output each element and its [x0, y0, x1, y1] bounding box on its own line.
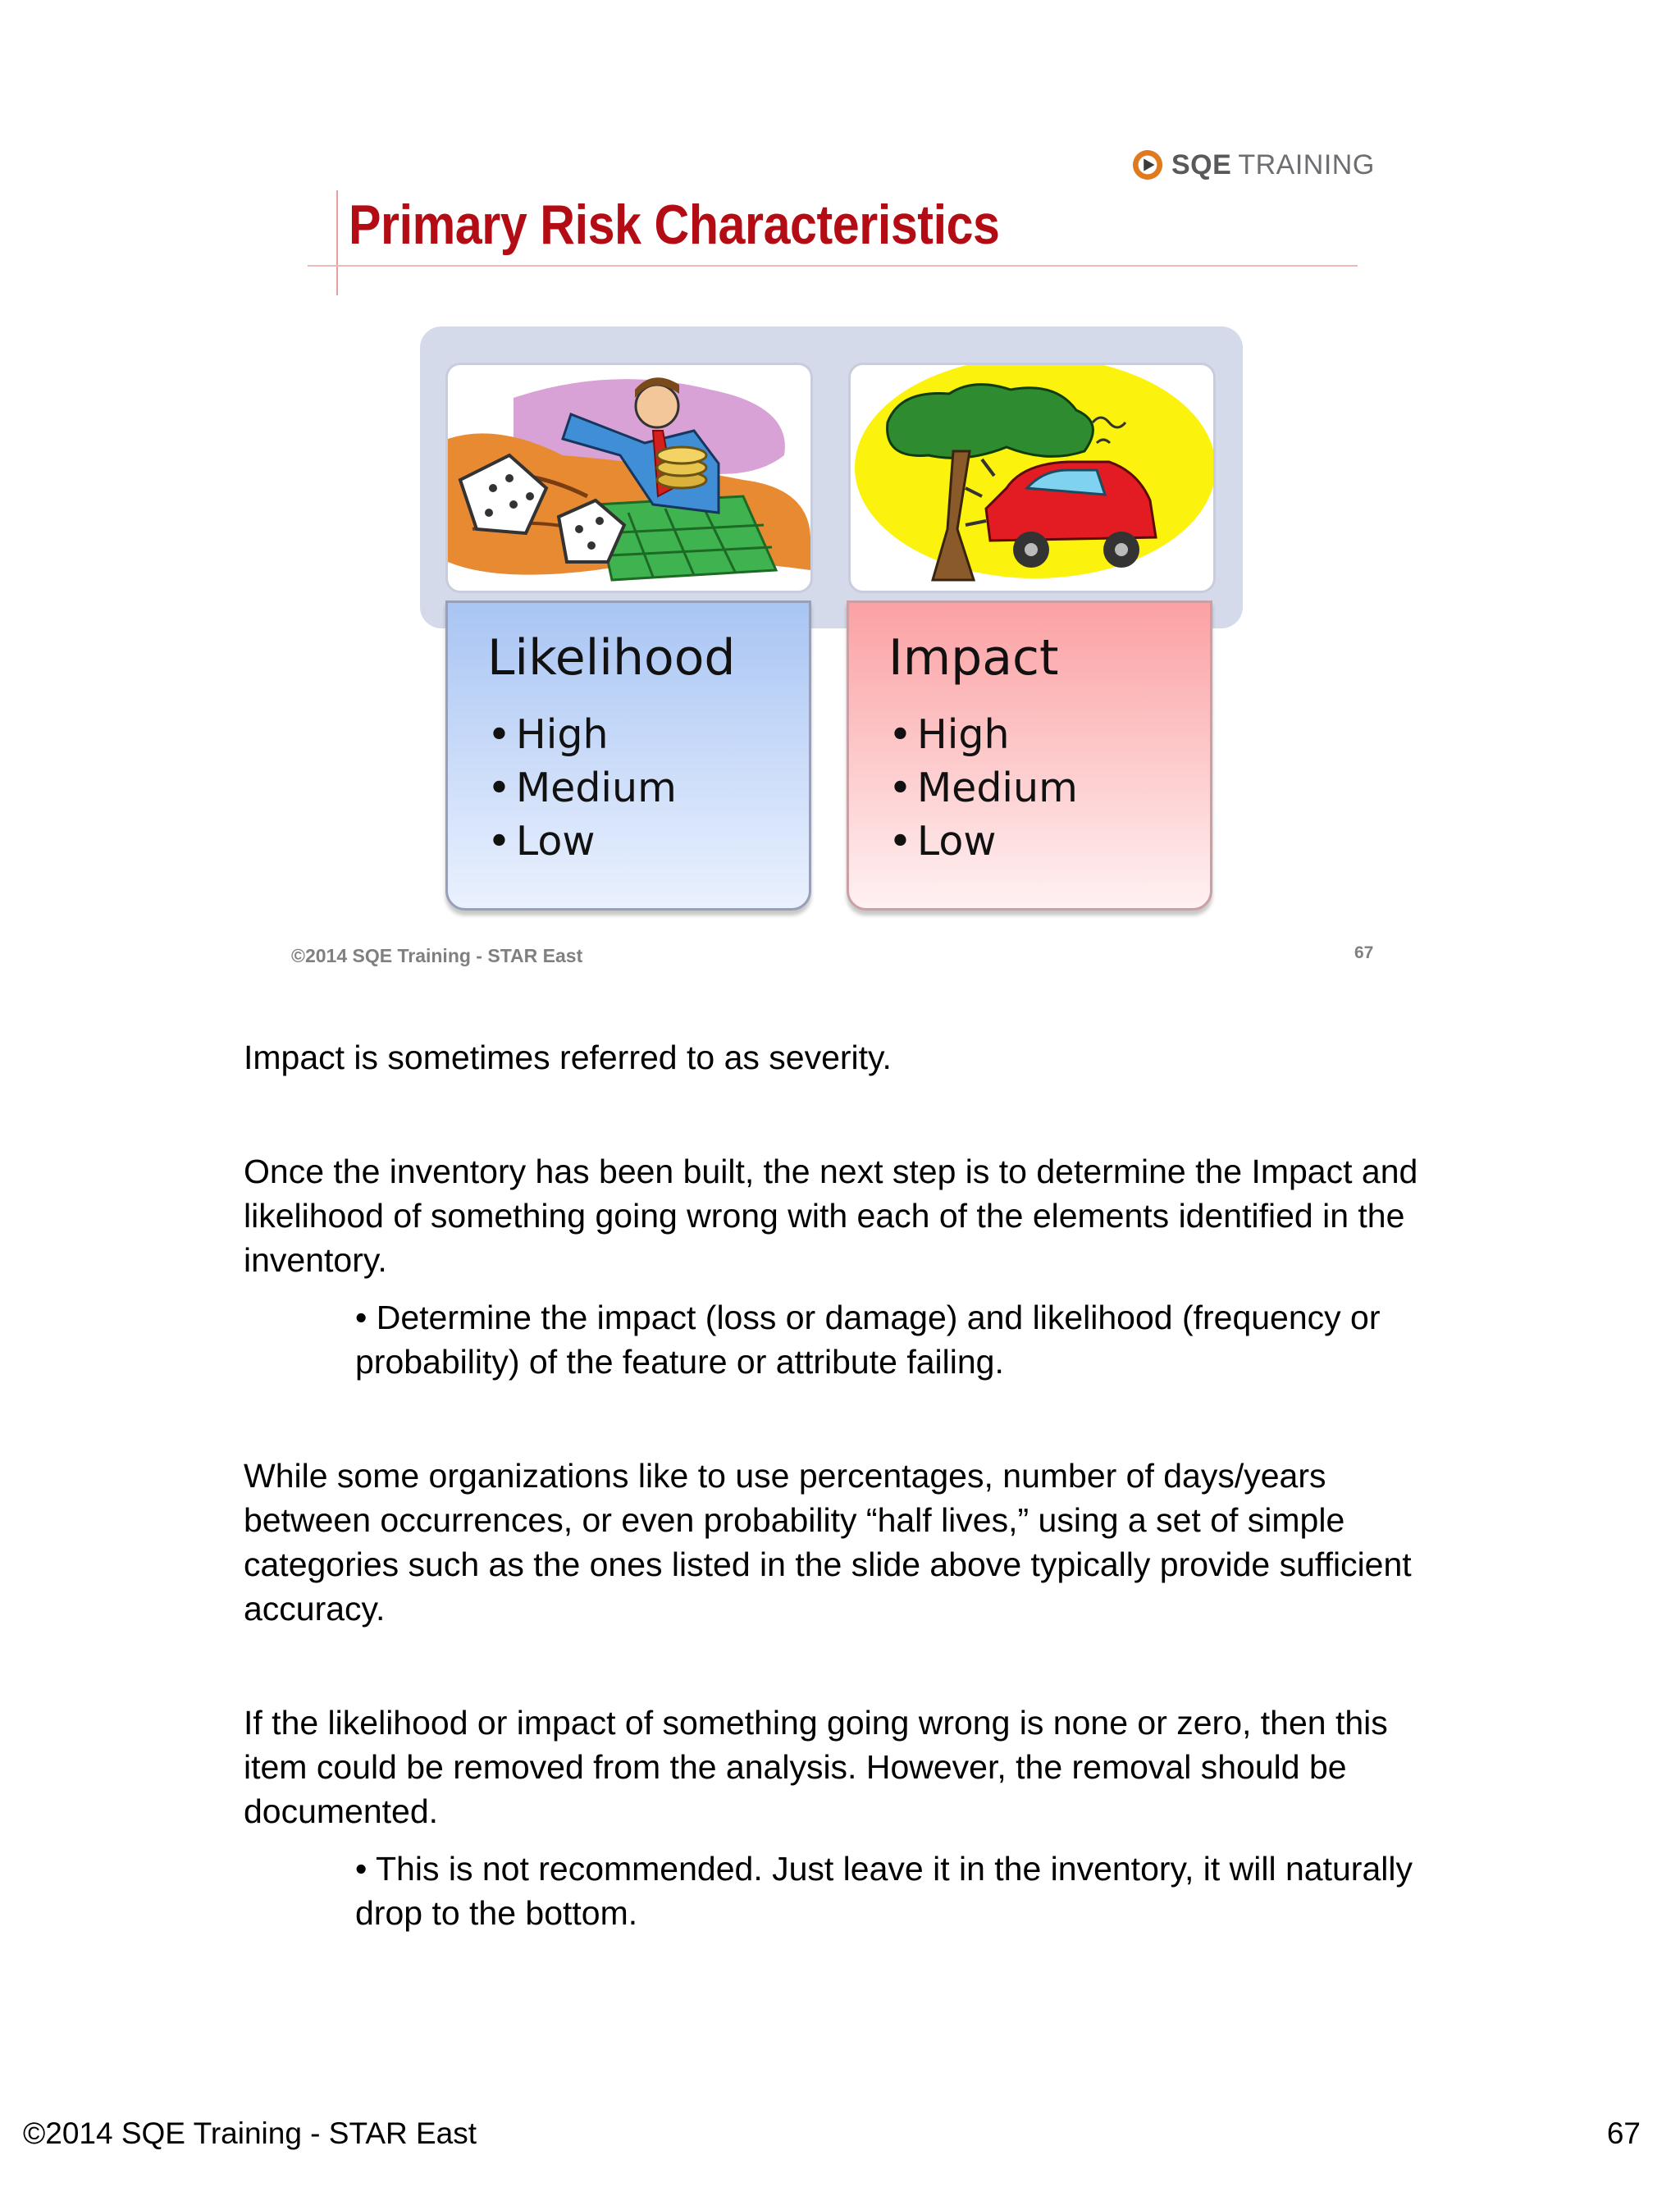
page-number: 67: [1606, 2116, 1641, 2150]
slide-title: Primary Risk Characteristics: [349, 194, 1000, 256]
notes-bullet: • Determine the impact (loss or damage) and likelihood (frequency or probability) of the feature or attribute failing.: [355, 1299, 1381, 1381]
gambler-dice-illustration: [448, 365, 810, 591]
slide-image: [283, 131, 1382, 988]
brand-suffix: TRAINING: [1238, 148, 1375, 180]
slide-footer: ©2014 SQE Training - STAR East: [291, 945, 583, 966]
notes-bullet: • This is not recommended. Just leave it in the inventory, it will naturally drop to the bottom.: [355, 1850, 1413, 1932]
list-item: • Low: [888, 815, 1078, 868]
likelihood-levels: [487, 708, 677, 868]
notes-paragraph: Impact is sometimes referred to as severity.: [244, 1039, 892, 1076]
impact-heading: Impact: [888, 629, 1059, 687]
slide-number: 67: [1354, 943, 1374, 962]
list-item: • Low: [487, 815, 677, 868]
list-item: • Medium: [888, 761, 1078, 815]
list-item: • Medium: [487, 761, 677, 815]
notes-body: [244, 1035, 1441, 1935]
brand-name: SQE: [1171, 148, 1232, 180]
likelihood-illustration-frame: [445, 363, 813, 593]
notes-paragraph: If the likelihood or impact of something going wrong is none or zero, then this item could be removed from the analysis. However, the removal should be documented.: [244, 1704, 1388, 1830]
impact-illustration-frame: [848, 363, 1216, 593]
notes-paragraph: While some organizations like to use percentages, number of days/years between occurrences, or even probability “half lives,” using a set of simple categories such as the ones listed in the slide above typically provide sufficient accuracy.: [244, 1457, 1412, 1628]
page-footer-copyright: ©2014 SQE Training - STAR East: [23, 2116, 477, 2150]
notes-paragraph: Once the inventory has been built, the next step is to determine the Impact and likelihood of something going wrong with each of the elements identified in the inventory.: [244, 1153, 1418, 1279]
list-item: • High: [888, 708, 1078, 761]
title-divider-horizontal: [308, 265, 1358, 267]
impact-card: [847, 600, 1212, 911]
title-divider-vertical: [336, 190, 338, 295]
likelihood-card: [445, 600, 811, 911]
sqe-logo-icon: [1132, 149, 1163, 180]
likelihood-heading: Likelihood: [487, 629, 736, 687]
car-crash-tree-illustration: [851, 365, 1213, 591]
list-item: • High: [487, 708, 677, 761]
impact-levels: [888, 708, 1078, 868]
brand: [1132, 144, 1375, 185]
